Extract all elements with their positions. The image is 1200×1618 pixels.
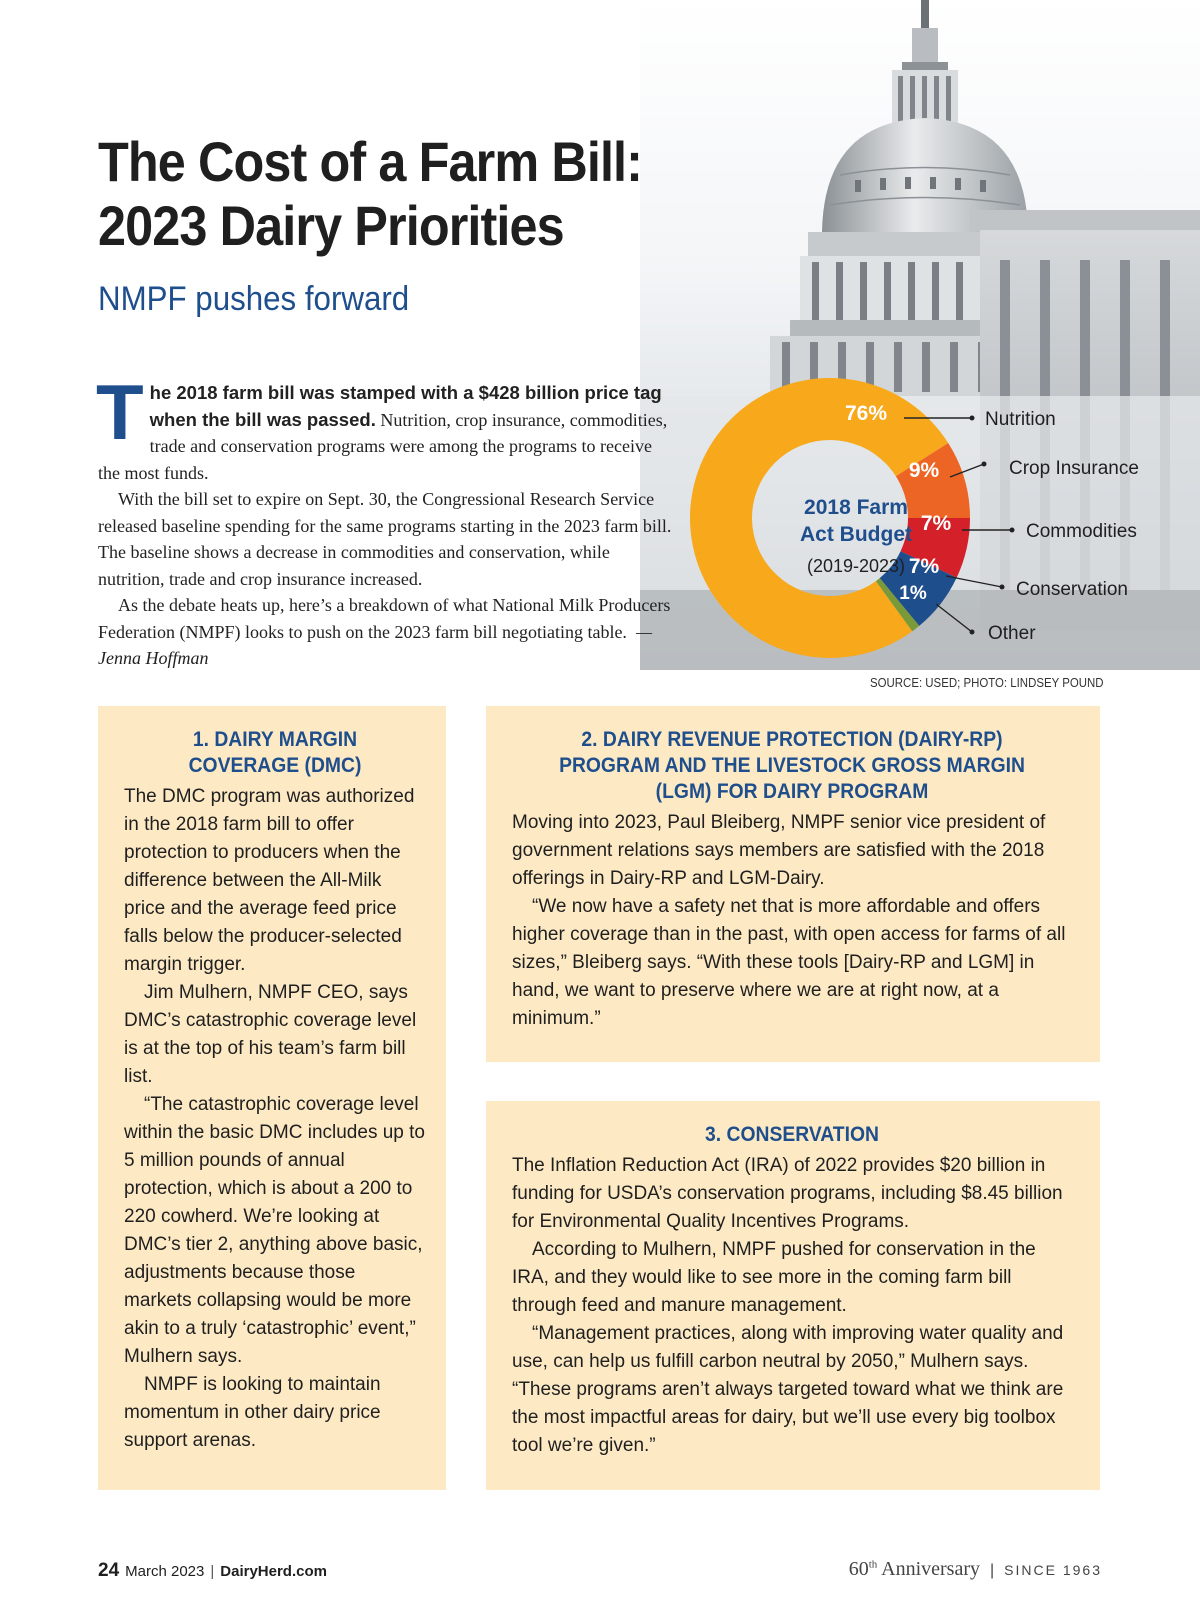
intro-paragraph-1-rest: Nutrition, crop insurance, commodities, trade and conservation programs were among the programs to receive the most funds. (98, 409, 668, 483)
anniversary-number: 60 (848, 1558, 869, 1580)
footer-separator: | (210, 1563, 215, 1580)
dmc-heading-line-1: 1. DAIRY MARGIN (192, 728, 358, 751)
footer-right-separator: | (990, 1562, 995, 1579)
since-label: SINCE 1963 (1004, 1562, 1102, 1578)
chart-center-label (800, 496, 912, 576)
site-name: DairyHerd.com (220, 1563, 327, 1580)
dairy-rp-box (486, 706, 1100, 1062)
leader-dot-crop-insurance (982, 462, 987, 467)
source-credit: SOURCE: USED; PHOTO: LINDSEY POUND (870, 675, 1104, 690)
anniversary-word: Anniversary (877, 1558, 981, 1580)
dmc-heading (136, 727, 414, 779)
chart-title-line-1: 2018 Farm (804, 496, 908, 519)
dairy-rp-heading-line-1: 2. DAIRY REVENUE PROTECTION (DAIRY-RP) (581, 728, 1003, 751)
leader-line-other (936, 604, 972, 632)
issue-date: March 2023 (125, 1563, 205, 1580)
farm-budget-donut-chart (0, 0, 1200, 700)
legend-label-conservation: Conservation (1016, 579, 1128, 600)
page-number: 24 (98, 1560, 120, 1581)
dmc-paragraph-2: Jim Mulhern, NMPF CEO, says DMC’s catastrophic coverage level is at the top of his team’s farm bill list. (124, 982, 417, 1087)
leader-dot-commodities (1010, 528, 1015, 533)
dairy-rp-heading-line-3: (LGM) FOR DAIRY PROGRAM (655, 780, 929, 803)
leader-dot-nutrition (970, 416, 975, 421)
title-line-1: The Cost of a Farm Bill: (98, 130, 643, 193)
chart-legend-labels (985, 409, 1139, 644)
value-label-nutrition: 76% (844, 402, 888, 425)
conservation-paragraph-2: According to Mulhern, NMPF pushed for conservation in the IRA, and they would like to see more in the coming farm bill through feed and manure management. (512, 1239, 1036, 1316)
drop-cap: T (96, 368, 144, 456)
legend-label-other: Other (988, 623, 1036, 644)
value-label-conservation: 7% (908, 555, 940, 578)
conservation-box (486, 1101, 1100, 1490)
intro-paragraph-3-text: As the debate heats up, here’s a breakdown of what National Milk Producers Federation (NMPF) looks to push on the 2023 farm bill negotiating table. (98, 595, 671, 642)
dmc-paragraph-4: NMPF is looking to maintain momentum in other dairy price support arenas. (124, 1374, 381, 1451)
intro-paragraph-2: With the bill set to expire on Sept. 30, the Congressional Research Service released baseline spending for the same programs starting in the 2023 farm bill. The baseline shows a decrease in commodities and conservation, while nutrition, trade and crop insurance increased. (98, 489, 672, 589)
dmc-paragraph-1: The DMC program was authorized in the 2018 farm bill to offer protection to producers when the difference between the All-Milk price and the average feed price falls below the producer-selected margin trigger. (124, 786, 415, 975)
chart-title-line-2: Act Budget (800, 523, 912, 546)
legend-label-nutrition: Nutrition (985, 409, 1056, 430)
leader-dot-other (970, 630, 975, 635)
legend-label-commodities: Commodities (1026, 521, 1137, 542)
conservation-paragraph-1: The Inflation Reduction Act (IRA) of 2022 provides $20 billion in funding for USDA’s conservation programs, including $8.45 billion for Environmental Quality Incentives Programs. (512, 1155, 1063, 1232)
dairy-rp-heading-line-2: PROGRAM AND THE LIVESTOCK GROSS MARGIN (559, 754, 1025, 777)
footer-left (98, 1560, 327, 1582)
conservation-heading: 3. CONSERVATION (705, 1123, 879, 1146)
byline: —Jenna Hoffman (98, 621, 652, 668)
intro-lead: he 2018 farm bill was stamped with a $428 billion price tag when the bill was passed. (149, 382, 662, 430)
conservation-paragraph-3: “Management practices, along with improving water quality and use, can help us fulfill carbon neutral by 2050,” Mulhern says. “These programs aren’t always targeted toward what we think are the most impactful areas for dairy, but we’ll use every big toolbox tool we’re given.” (512, 1323, 1064, 1456)
leader-dot-conservation (1000, 585, 1005, 590)
dmc-heading-line-2: COVERAGE (DMC) (188, 754, 362, 777)
article-subtitle: NMPF pushes forward (98, 280, 410, 318)
dairy-rp-paragraph-1: Moving into 2023, Paul Bleiberg, NMPF senior vice president of government relations says members are satisfied with the 2018 offerings in Dairy-RP and LGM-Dairy. (512, 812, 1046, 889)
value-label-commodities: 7% (920, 512, 952, 535)
footer-right (849, 1558, 1102, 1581)
title-line-2: 2023 Dairy Priorities (98, 194, 564, 257)
value-label-other: 1% (899, 583, 927, 604)
chart-subtitle: (2019-2023) (806, 556, 906, 576)
dairy-rp-paragraph-2: “We now have a safety net that is more affordable and offers higher coverage than in the past, with open access for farms of all sizes,” Bleiberg says. “With these tools [Dairy-RP and LGM] in hand, we want to preserve where we are at right now, at a minimum.” (512, 896, 1066, 1029)
legend-label-crop-insurance: Crop Insurance (1009, 458, 1139, 479)
anniversary-suffix: th (868, 1558, 878, 1571)
dairy-rp-heading (534, 727, 1049, 805)
dmc-sidebar-box (98, 706, 446, 1490)
value-label-crop-insurance: 9% (908, 459, 940, 482)
dmc-paragraph-3: “The catastrophic coverage level within the basic DMC includes up to 5 million pounds of annual protection, which is about a 200 to 220 cowherd. We’re looking at DMC’s tier 2, anything above basic, adjustments because those markets collapsing would be more akin to a truly ‘catastrophic’ event,” Mulhern says. (124, 1094, 425, 1367)
